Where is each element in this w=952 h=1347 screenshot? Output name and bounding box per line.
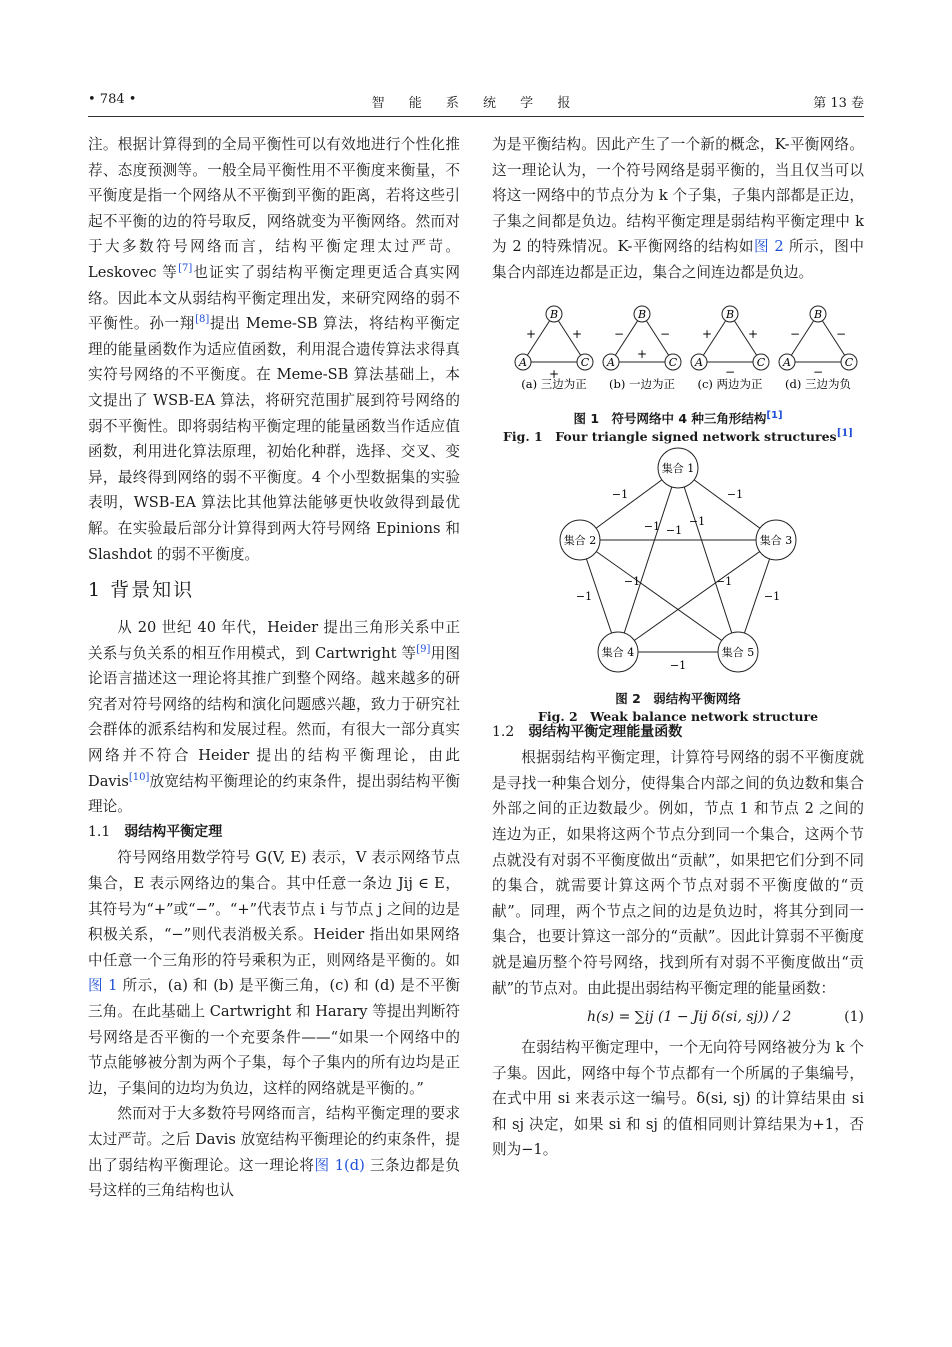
- network-nodes: [560, 448, 796, 672]
- node-b-label: B: [725, 307, 735, 321]
- volume-label: 第 13 卷: [813, 96, 864, 111]
- node-c-label: C: [668, 355, 678, 369]
- figure-1d-link[interactable]: 图 1(d): [314, 1156, 365, 1174]
- node-b-label: B: [637, 307, 647, 321]
- edge-weight-label: −1: [763, 589, 781, 603]
- figure-1-caption-cn: [492, 410, 864, 428]
- citation-9[interactable]: [9]: [416, 643, 431, 655]
- figure-2-caption-en: Fig. 2 Weak balance network structure: [537, 709, 819, 725]
- node-a-label: A: [783, 355, 791, 369]
- text-run: 用图论语言描述这一理论将其推广到整个网络。越来越多的研究者对符号网络的结构和演化问题感兴趣，致力于研究社会群体的派系结构和发展过程。然而，有很大一部分真实网络并不符合 Heider 提出的结构平衡理论，由此 Davis: [88, 644, 460, 790]
- edge-ab-sign: +: [525, 326, 537, 341]
- paragraph-energy: 根据弱结构平衡定理，计算符号网络的弱不平衡度就是寻找一种集合划分，使得集合内部之间的负边数和集合外部之间的正边数最少。例如，节点 1 和节点 2 之间的连边为正，如果将这两个节点分到同一个集合，这两个节点就没有对弱不平衡度做出“贡献”，如果把它们分到不同的集合，就需要计算这两个节点对弱不平衡度做的“贡献”。同理，两个节点之间的边是负边时，将其分到同一集合，也要计算这一部分的“贡献”。因此计算弱不平衡度就是遍历整个符号网络，找到所有对弱不平衡度做出“贡献”的节点对。由此提出弱结构平衡定理的能量函数：: [492, 749, 864, 997]
- figure-2-link[interactable]: 图 2: [754, 238, 784, 256]
- triangle-d: [779, 306, 857, 379]
- edge-weight-label: −1: [715, 574, 733, 588]
- node-a-label: A: [607, 355, 615, 369]
- left-column: [88, 132, 460, 1204]
- citation-10[interactable]: [10]: [128, 771, 150, 783]
- text-run: 为是平衡结构。因此产生了一个新的概念，K-平衡网络。这一理论认为，一个符号网络是弱平衡的，当且仅当可以将这一网络中的节点分为 k 个子集，子集内部都是正边，子集之间都是负边。结构平衡定理是弱结构平衡定理中 k 为 2 的特殊情况。K-平衡网络的结构如: [492, 136, 864, 256]
- citation-1[interactable]: [1]: [836, 428, 854, 439]
- edge-ab-sign: −: [789, 326, 801, 341]
- figure-1: [492, 300, 864, 445]
- paragraph-intro-end: [88, 132, 460, 567]
- page-header: [88, 92, 864, 117]
- text-run: 注。根据计算得到的全局平衡性可以有效地进行个性化推荐、态度预测等。一般全局平衡性用不平衡度来衡量，不平衡度是指一个网络从不平衡到平衡的距离，若将这些引起不平衡的边的符号取反，网络就变为平衡网络。然而对于大多数符号网络而言，结构平衡定理太过严苛。Leskovec 等: [88, 136, 460, 281]
- node-c-label: C: [580, 355, 590, 369]
- paragraph-davis: [88, 1101, 460, 1203]
- node-5-label: 集合 5: [721, 645, 755, 659]
- edge-bc-sign: +: [571, 326, 583, 341]
- section-number: 1.2: [492, 723, 515, 740]
- text-run: 提出 Meme-SB 算法，将结构平衡定理的能量函数作为适应值函数，利用混合遗传算法求得真实符号网络的不平衡度。在 Meme-SB 算法基础上，本文提出了 WSB-EA 算法，将研究范围扩展到符号网络的弱不平衡性。即将弱结构平衡定理的能量函数当作适应值函数，利用进化算法原理，初始化种群，选择、交叉、变异，最终得到网络的弱不平衡度。4 个小型数据集的实验表明，WSB-EA 算法比其他算法能够更快收敛得到最优解。在实验最后部分计算得到两大符号网络 Epinions 和 Slashdot 的弱不平衡度。: [88, 315, 460, 563]
- page-number: • 784 •: [88, 92, 137, 107]
- section-heading-1-1: [88, 820, 460, 846]
- triangle-a: [515, 306, 593, 381]
- text-run: 所示，(a) 和 (b) 是平衡三角，(c) 和 (d) 是不平衡三角。在此基础上 Cartwright 和 Harary 等提出判断符号网络是否平衡的一个充要条件——“如果一个网络中的节点能够被分割为两个子集，每个子集内的所有边均是正边，子集间的边均为负边，这样的网络就是平衡的。”: [88, 977, 460, 1097]
- citation-7[interactable]: [7]: [178, 263, 193, 275]
- figure-1-link[interactable]: 图 1: [88, 977, 118, 995]
- citation-8[interactable]: [8]: [195, 314, 210, 326]
- subcaption-d: (d) 三边为负: [785, 376, 851, 391]
- node-4-label: 集合 4: [601, 645, 635, 659]
- node-a-label: A: [519, 355, 527, 369]
- node-1-label: 集合 1: [661, 461, 695, 475]
- edge-ab-sign: −: [613, 326, 625, 341]
- figure-2: [492, 440, 864, 725]
- edge-weight-label: −1: [688, 514, 706, 528]
- edge-weight-label: −1: [575, 589, 593, 603]
- text-run: 也证实了弱结构平衡定理更适合真实网络。因此本文从弱结构平衡定理出发，来研究网络的弱不平衡性。孙一翔: [88, 263, 460, 333]
- edge-weight-label: −1: [643, 519, 661, 533]
- paragraph-k-subsets: 在弱结构平衡定理中，一个无向符号网络被分为 k 个子集。因此，网络中每个节点都有一个所属的子集编号，在式中用 si 来表示这一编号。δ(si, sj) 的计算结果由 si 和 sj 决定，如果 si 和 sj 的值相同则计算结果为+1，否则为−1。: [492, 1039, 864, 1159]
- node-c-label: C: [844, 355, 854, 369]
- network-edges: [580, 468, 776, 652]
- figure-2-network: [492, 440, 864, 680]
- right-column: [492, 132, 864, 1163]
- equation-formula: h(s) = ∑ij (1 − Jij δ(si, sj)) / 2: [587, 1009, 792, 1026]
- edge-ac-sign: +: [636, 346, 648, 361]
- figure-2-caption-cn: 图 2 弱结构平衡网络: [615, 691, 741, 707]
- triangle-c: [691, 306, 769, 379]
- node-c-label: C: [756, 355, 766, 369]
- figure-1-triangles: [492, 300, 864, 392]
- node-3-label: 集合 3: [759, 533, 793, 547]
- caption-text: 图 1 符号网络中 4 种三角形结构: [573, 411, 767, 427]
- edge-weight-label: −1: [665, 523, 683, 537]
- edge-bc-sign: −: [659, 326, 671, 341]
- text-run: 所示，图中集合内部连边都是正边，集合之间连边都是负边。: [492, 238, 864, 281]
- edge-bc-sign: +: [747, 326, 759, 341]
- triangle-b: [603, 306, 681, 370]
- edge-weight-label: −1: [611, 487, 629, 501]
- node-b-label: B: [549, 307, 559, 321]
- edge-ac-sign: +: [548, 366, 560, 381]
- text-run: 从 20 世纪 40 年代，Heider 提出三角形关系中正关系与负关系的相互作用模式，到 Cartwright 等: [88, 619, 460, 662]
- subcaption-c: (c) 两边为正: [697, 376, 763, 391]
- text-run: 然而对于大多数符号网络而言，结构平衡定理的要求太过严苛。之后 Davis 放宽结构平衡理论的约束条件，提出了弱结构平衡理论。这一理论将: [88, 1105, 460, 1174]
- paragraph-definition: [88, 845, 460, 1101]
- edge-weight-label: −1: [669, 658, 687, 672]
- edge-weight-label: −1: [726, 487, 744, 501]
- equation-number: (1): [844, 1009, 864, 1026]
- subcaption-b: (b) 一边为正: [609, 376, 675, 391]
- section-title: 弱结构平衡定理: [124, 823, 223, 840]
- citation-1[interactable]: [1]: [766, 410, 783, 421]
- section-heading-1: 1 背景知识: [88, 579, 195, 602]
- section-number: 1.1: [88, 823, 111, 840]
- node-2-label: 集合 2: [563, 533, 597, 547]
- edge-weight-label: −1: [623, 574, 641, 588]
- subcaption-a: (a) 三边为正: [521, 376, 587, 391]
- edge-ac-sign: −: [812, 364, 824, 379]
- text-run: 放宽结构平衡理论的约束条件，提出弱结构平衡理论。: [88, 772, 460, 816]
- paragraph-background: [88, 615, 460, 820]
- edge-bc-sign: −: [835, 326, 847, 341]
- node-a-label: A: [695, 355, 703, 369]
- section-title: 弱结构平衡定理能量函数: [528, 723, 683, 740]
- edge-ac-sign: −: [724, 364, 736, 379]
- edge-ab-sign: +: [701, 326, 713, 341]
- text-run: 三条边都是负号这样的三角结构也认: [88, 1156, 461, 1200]
- caption-text: Fig. 1 Four triangle signed network structures: [502, 429, 837, 445]
- equation-1: [492, 1001, 864, 1035]
- journal-title: 智 能 系 统 学 报: [371, 96, 581, 111]
- text-run: 符号网络用数学符号 G(V, E) 表示，V 表示网络节点集合，E 表示网络边的集合。其中任意一条边 Jij ∈ E，其符号为“+”或“−”。“+”代表节点 i 与节点 j 之间的边是积极关系，“−”则代表消极关系。Heider 指出如果网络中任意一个三角形的符号乘积为正，则网络是平衡的。如: [88, 849, 460, 969]
- paragraph-k-balance: [492, 132, 864, 286]
- node-b-label: B: [813, 307, 823, 321]
